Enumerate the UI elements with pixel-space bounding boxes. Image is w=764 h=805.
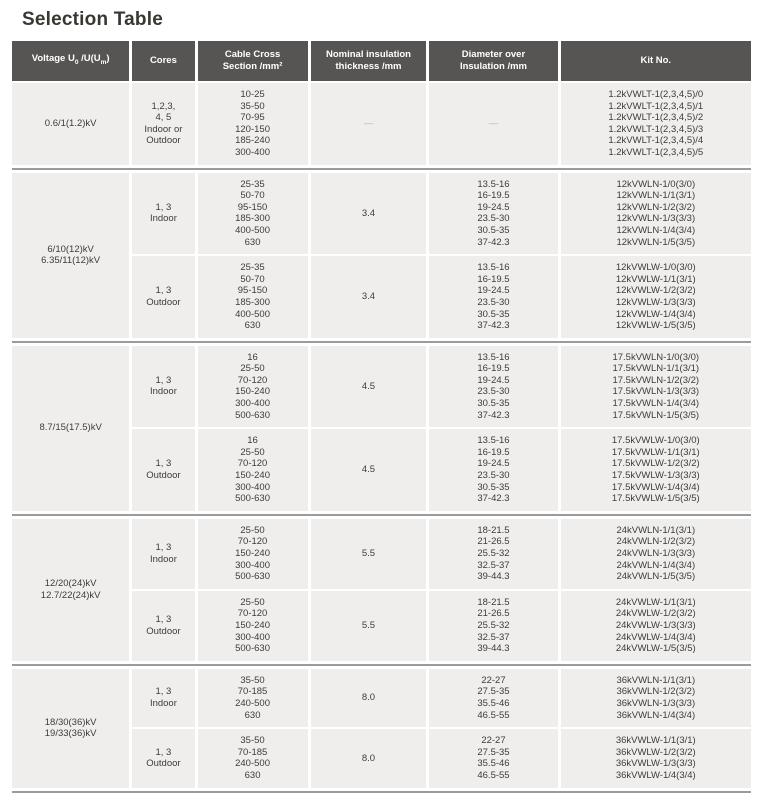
- selection-table: [9, 39, 754, 796]
- thickness-cell: 8.0: [311, 729, 427, 787]
- diameter-cell: 18-21.5 21-26.5 25.5-32 32.5-37 39-44.3: [429, 519, 557, 589]
- kit-no-cell: 24kVWLN-1/1(3/1) 24kVWLN-1/2(3/2) 24kVWLN-1/3(3/3) 24kVWLN-1/4(3/4) 24kVWLN-1/5(3/5): [561, 519, 751, 589]
- cross-section-cell: 25-35 50-70 95-150 185-300 400-500 630: [198, 173, 308, 255]
- voltage-cell: 18/30(36)kV 19/33(36)kV: [12, 669, 129, 788]
- voltage-cell: 12/20(24)kV 12.7/22(24)kV: [12, 519, 129, 661]
- kit-no-cell: 12kVWLW-1/0(3/0) 12kVWLW-1/1(3/1) 12kVWLW-1/2(3/2) 12kVWLW-1/3(3/3) 12kVWLW-1/4(3/4) 12kVWLW-1/5(3/5): [561, 256, 751, 338]
- block-separator: [12, 513, 751, 517]
- block-separator-line: [12, 167, 751, 171]
- table-row: [12, 519, 751, 589]
- diameter-cell: 13.5-16 16-19.5 19-24.5 23.5-30 30.5-35 37-42.3: [429, 346, 557, 428]
- column-header-voltage: Voltage $U_0$ $/U(U_m)$: [12, 41, 129, 81]
- cores-cell: 1, 3 Outdoor: [132, 729, 194, 787]
- column-header-thickness: Nominal insulation thickness /mm: [311, 41, 427, 81]
- block-separator-line: [12, 513, 751, 517]
- cores-cell: 1,2,3, 4, 5 Indoor or Outdoor: [132, 83, 194, 165]
- kit-no-cell: 36kVWLW-1/1(3/1) 36kVWLW-1/2(3/2) 36kVWLW-1/3(3/3) 36kVWLW-1/4(3/4): [561, 729, 751, 787]
- cross-section-cell: 35-50 70-185 240-500 630: [198, 729, 308, 787]
- column-header-diameter: Diameter over Insulation /mm: [429, 41, 557, 81]
- diameter-cell: 18-21.5 21-26.5 25.5-32 32.5-37 39-44.3: [429, 591, 557, 661]
- diameter-cell: 22-27 27.5-35 35.5-46 46.5-55: [429, 669, 557, 727]
- voltage-cell: 6/10(12)kV 6.35/11(12)kV: [12, 173, 129, 338]
- table-row: [12, 346, 751, 428]
- block-separator: [12, 167, 751, 171]
- thickness-cell: —: [311, 83, 427, 165]
- cross-section-cell: 10-25 35-50 70-95 120-150 185-240 300-400: [198, 83, 308, 165]
- diameter-cell: 13.5-16 16-19.5 19-24.5 23.5-30 30.5-35 37-42.3: [429, 256, 557, 338]
- voltage-cell: 0.6/1(1.2)kV: [12, 83, 129, 165]
- diameter-cell: 13.5-16 16-19.5 19-24.5 23.5-30 30.5-35 37-42.3: [429, 429, 557, 511]
- cores-cell: 1, 3 Outdoor: [132, 256, 194, 338]
- kit-no-cell: 1.2kVWLT-1(2,3,4,5)/0 1.2kVWLT-1(2,3,4,5)/1 1.2kVWLT-1(2,3,4,5)/2 1.2kVWLT-1(2,3,4,5)/3 1.2kVWLT-1(2,3,4,5)/4 1.2kVWLT-1(2,3,4,5)/5: [561, 83, 751, 165]
- kit-no-cell: 36kVWLN-1/1(3/1) 36kVWLN-1/2(3/2) 36kVWLN-1/3(3/3) 36kVWLN-1/4(3/4): [561, 669, 751, 727]
- diameter-cell: —: [429, 83, 557, 165]
- cross-section-cell: 16 25-50 70-120 150-240 300-400 500-630: [198, 429, 308, 511]
- block-separator-line: [12, 663, 751, 667]
- diameter-cell: 22-27 27.5-35 35.5-46 46.5-55: [429, 729, 557, 787]
- cores-cell: 1, 3 Indoor: [132, 173, 194, 255]
- thickness-cell: 5.5: [311, 519, 427, 589]
- block-separator-line: [12, 790, 751, 794]
- table-row: [12, 173, 751, 255]
- cross-section-cell: 25-50 70-120 150-240 300-400 500-630: [198, 591, 308, 661]
- cores-cell: 1, 3 Outdoor: [132, 429, 194, 511]
- cores-cell: 1, 3 Outdoor: [132, 591, 194, 661]
- thickness-cell: 4.5: [311, 429, 427, 511]
- kit-no-cell: 24kVWLW-1/1(3/1) 24kVWLW-1/2(3/2) 24kVWLW-1/3(3/3) 24kVWLW-1/4(3/4) 24kVWLW-1/5(3/5): [561, 591, 751, 661]
- block-separator: [12, 790, 751, 794]
- cores-cell: 1, 3 Indoor: [132, 669, 194, 727]
- block-separator: [12, 663, 751, 667]
- cross-section-cell: 16 25-50 70-120 150-240 300-400 500-630: [198, 346, 308, 428]
- cross-section-cell: 25-50 70-120 150-240 300-400 500-630: [198, 519, 308, 589]
- kit-no-cell: 17.5kVWLN-1/0(3/0) 17.5kVWLN-1/1(3/1) 17.5kVWLN-1/2(3/2) 17.5kVWLN-1/3(3/3) 17.5kVWLN-1/4(3/4) 17.5kVWLN-1/5(3/5): [561, 346, 751, 428]
- table-row: [12, 83, 751, 165]
- kit-no-cell: 17.5kVWLW-1/0(3/0) 17.5kVWLW-1/1(3/1) 17.5kVWLW-1/2(3/2) 17.5kVWLW-1/3(3/3) 17.5kVWLW-1/4(3/4) 17.5kVWLW-1/5(3/5): [561, 429, 751, 511]
- table-header: [12, 41, 751, 81]
- diameter-cell: 13.5-16 16-19.5 19-24.5 23.5-30 30.5-35 37-42.3: [429, 173, 557, 255]
- block-separator: [12, 340, 751, 344]
- column-header-cores: Cores: [132, 41, 194, 81]
- thickness-cell: 3.4: [311, 256, 427, 338]
- page-title: Selection Table: [22, 9, 163, 30]
- thickness-cell: 3.4: [311, 173, 427, 255]
- kit-no-cell: 12kVWLN-1/0(3/0) 12kVWLN-1/1(3/1) 12kVWLN-1/2(3/2) 12kVWLN-1/3(3/3) 12kVWLN-1/4(3/4) 12kVWLN-1/5(3/5): [561, 173, 751, 255]
- table-row: [12, 669, 751, 727]
- voltage-cell: 8.7/15(17.5)kV: [12, 346, 129, 511]
- block-separator-line: [12, 340, 751, 344]
- cores-cell: 1, 3 Indoor: [132, 519, 194, 589]
- cross-section-cell: 25-35 50-70 95-150 185-300 400-500 630: [198, 256, 308, 338]
- table-body: [12, 83, 751, 794]
- thickness-cell: 5.5: [311, 591, 427, 661]
- thickness-cell: 4.5: [311, 346, 427, 428]
- header-row: [12, 41, 751, 81]
- column-header-cross-section: Cable Cross Section /mm²: [198, 41, 308, 81]
- cross-section-cell: 35-50 70-185 240-500 630: [198, 669, 308, 727]
- column-header-kit-no: Kit No.: [561, 41, 751, 81]
- cores-cell: 1, 3 Indoor: [132, 346, 194, 428]
- thickness-cell: 8.0: [311, 669, 427, 727]
